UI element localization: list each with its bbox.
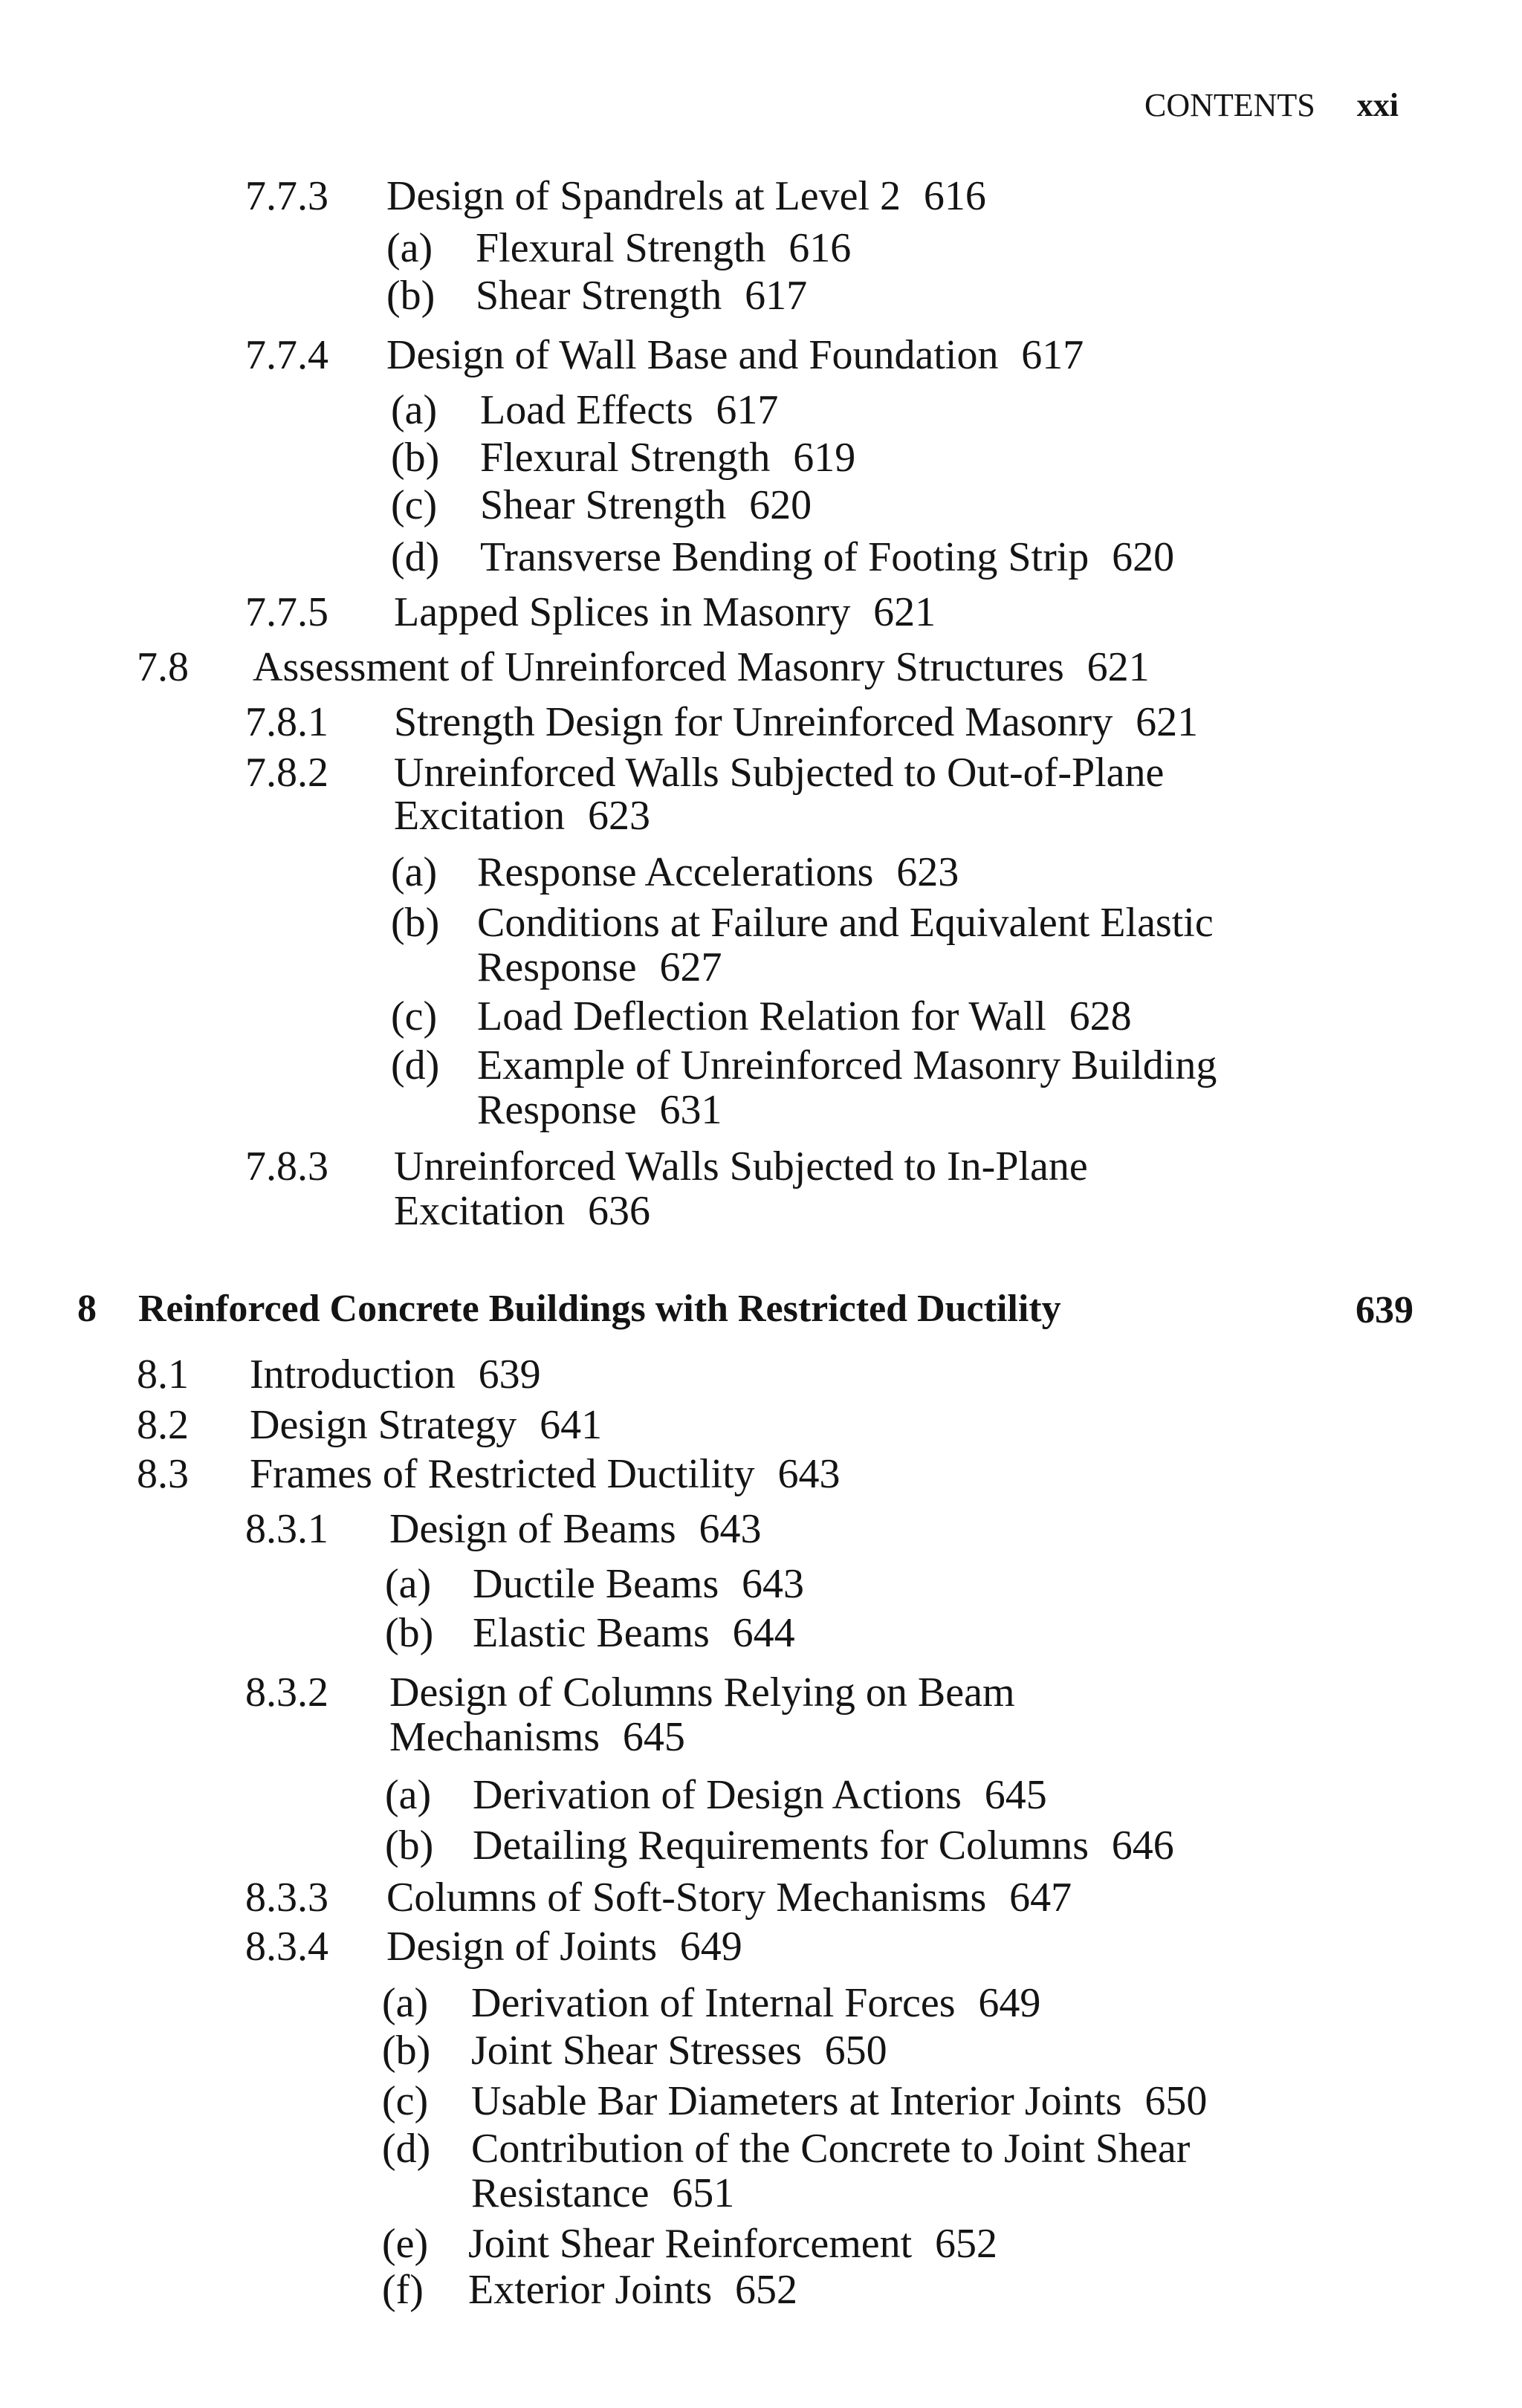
toc-entry-page: 645: [984, 1772, 1047, 1818]
toc-entry-number: (b): [385, 1610, 434, 1656]
toc-entry: Exterior Joints 652: [468, 2267, 797, 2313]
toc-entry-number: 8.3.4: [245, 1924, 328, 1970]
toc-entry-page: 639: [478, 1351, 541, 1398]
toc-entry-page: 641: [540, 1402, 603, 1448]
toc-entry: Conditions at Failure and Equivalent Elastic: [477, 900, 1214, 946]
toc-entry-page: 627: [659, 944, 722, 990]
toc-entry-number: 7.7.3: [245, 173, 328, 219]
toc-entry: Design Strategy 641: [250, 1402, 603, 1448]
toc-entry-number: (e): [382, 2221, 429, 2267]
toc-entry-number: (c): [382, 2078, 429, 2124]
toc-entry-number: (a): [391, 387, 438, 433]
running-head-title: CONTENTS: [1144, 87, 1315, 123]
toc-entry-page: 647: [1009, 1875, 1072, 1921]
toc-entry: Elastic Beams 644: [473, 1610, 795, 1656]
toc-entry-number: (d): [391, 1042, 440, 1088]
chapter-title: Reinforced Concrete Buildings with Restricted Ductility: [138, 1288, 1061, 1330]
toc-entry-page: 623: [587, 793, 650, 839]
toc-entry-number: (b): [385, 1823, 434, 1869]
toc-entry-page: 643: [777, 1451, 841, 1497]
toc-entry-number: (d): [382, 2126, 431, 2172]
toc-entry-number: 8.3.3: [245, 1875, 328, 1921]
toc-entry: Lapped Splices in Masonry 621: [394, 589, 936, 635]
toc-entry-page: 620: [749, 482, 812, 528]
toc-entry: Design of Joints 649: [386, 1924, 742, 1970]
toc-entry-number: (a): [391, 849, 438, 895]
toc-entry-number: (a): [386, 225, 433, 271]
toc-entry: Ductile Beams 643: [473, 1561, 805, 1607]
toc-entry: Unreinforced Walls Subjected to In-Plane: [394, 1143, 1088, 1190]
toc-entry-number: (b): [386, 273, 435, 319]
toc-entry-number: 7.8: [137, 644, 189, 690]
toc-entry-number: 7.7.4: [245, 332, 328, 378]
toc-entry-number: (b): [391, 435, 440, 481]
toc-entry: Detailing Requirements for Columns 646: [473, 1823, 1174, 1869]
toc-entry-number: (b): [382, 2028, 431, 2074]
toc-entry-number: 7.8.2: [245, 750, 328, 796]
toc-entry-number: (c): [391, 482, 438, 528]
toc-entry-number: 7.8.3: [245, 1143, 328, 1190]
toc-entry-page: 652: [734, 2267, 797, 2313]
toc-entry-number: 8.3.1: [245, 1506, 328, 1552]
toc-entry-number: 8.3.2: [245, 1669, 328, 1716]
toc-entry: Response Accelerations 623: [477, 849, 959, 895]
toc-entry-number: (a): [382, 1980, 429, 2026]
toc-entry-number: 7.8.1: [245, 699, 328, 745]
toc-entry-number: (c): [391, 993, 438, 1039]
toc-entry: Frames of Restricted Ductility 643: [250, 1451, 841, 1497]
toc-entry: Contribution of the Concrete to Joint Shear: [471, 2126, 1191, 2172]
toc-entry-number: (a): [385, 1561, 432, 1607]
toc-entry: Design of Beams 643: [389, 1506, 762, 1552]
toc-entry-page: 646: [1111, 1823, 1174, 1869]
toc-entry-continuation: Resistance 651: [471, 2170, 735, 2216]
toc-entry-number: 7.7.5: [245, 589, 328, 635]
toc-entry-page: 650: [1144, 2078, 1208, 2124]
chapter-number: 8: [77, 1288, 97, 1330]
toc-entry-page: 644: [732, 1610, 795, 1656]
toc-entry-continuation: Excitation 636: [394, 1188, 650, 1234]
toc-entry: Load Deflection Relation for Wall 628: [477, 993, 1132, 1039]
toc-entry-number: (b): [391, 900, 440, 946]
toc-entry: Example of Unreinforced Masonry Building: [477, 1042, 1217, 1088]
toc-entry-page: 617: [716, 387, 779, 433]
toc-entry-continuation: Response 631: [477, 1087, 722, 1133]
toc-entry-page: 631: [659, 1087, 722, 1133]
toc-entry: Design of Columns Relying on Beam: [389, 1669, 1015, 1716]
toc-entry-page: 620: [1112, 534, 1175, 580]
toc-entry-number: (f): [382, 2267, 424, 2313]
toc-entry: Design of Wall Base and Foundation 617: [386, 332, 1084, 378]
toc-entry-page: 617: [745, 273, 808, 319]
toc-entry: Columns of Soft-Story Mechanisms 647: [386, 1875, 1072, 1921]
toc-entry-page: 616: [923, 173, 986, 219]
toc-entry-number: (a): [385, 1772, 432, 1818]
toc-entry-page: 621: [1087, 644, 1150, 690]
toc-entry-continuation: Response 627: [477, 944, 722, 990]
toc-entry-page: 616: [788, 225, 852, 271]
toc-entry-page: 649: [978, 1980, 1041, 2026]
toc-entry: Flexural Strength 616: [476, 225, 852, 271]
toc-entry: Flexural Strength 619: [480, 435, 856, 481]
toc-entry-continuation: Mechanisms 645: [389, 1714, 685, 1760]
toc-entry: Transverse Bending of Footing Strip 620: [480, 534, 1175, 580]
toc-entry: Unreinforced Walls Subjected to Out-of-Plane: [394, 750, 1165, 796]
toc-entry: Design of Spandrels at Level 2 616: [386, 173, 986, 219]
toc-entry-page: 643: [742, 1561, 805, 1607]
toc-entry-page: 619: [793, 435, 856, 481]
toc-entry-number: 8.2: [137, 1402, 189, 1448]
toc-entry: Introduction 639: [250, 1351, 541, 1398]
toc-entry-page: 636: [587, 1188, 650, 1234]
toc-entry: Assessment of Unreinforced Masonry Structures 621: [253, 644, 1150, 690]
toc-entry: Derivation of Design Actions 645: [473, 1772, 1047, 1818]
toc-entry-number: 8.3: [137, 1451, 189, 1497]
toc-entry-page: 628: [1069, 993, 1132, 1039]
chapter-page: 639: [1356, 1289, 1413, 1331]
toc-entry: Shear Strength 620: [480, 482, 812, 528]
toc-entry: Load Effects 617: [480, 387, 779, 433]
toc-entry-page: 621: [873, 589, 936, 635]
toc-entry: Joint Shear Stresses 650: [471, 2028, 887, 2074]
toc-entry-page: 652: [934, 2221, 997, 2267]
toc-entry-number: 8.1: [137, 1351, 189, 1398]
toc-entry-page: 645: [622, 1714, 685, 1760]
toc-entry: Shear Strength 617: [476, 273, 808, 319]
toc-entry-page: 650: [824, 2028, 887, 2074]
toc-entry: Usable Bar Diameters at Interior Joints 650: [471, 2078, 1208, 2124]
running-head: [1144, 83, 1399, 128]
toc-entry-page: 651: [672, 2170, 735, 2216]
toc-entry-page: 649: [679, 1924, 742, 1970]
toc-entry: Strength Design for Unreinforced Masonry 621: [394, 699, 1199, 745]
toc-entry: Derivation of Internal Forces 649: [471, 1980, 1041, 2026]
page-folio: xxi: [1356, 87, 1399, 123]
toc-entry-page: 621: [1136, 699, 1199, 745]
toc-entry-page: 617: [1021, 332, 1084, 378]
toc-entry-page: 623: [896, 849, 959, 895]
toc-entry: Joint Shear Reinforcement 652: [468, 2221, 997, 2267]
toc-entry-continuation: Excitation 623: [394, 793, 650, 839]
toc-entry-number: (d): [391, 534, 440, 580]
toc-entry-page: 643: [699, 1506, 762, 1552]
